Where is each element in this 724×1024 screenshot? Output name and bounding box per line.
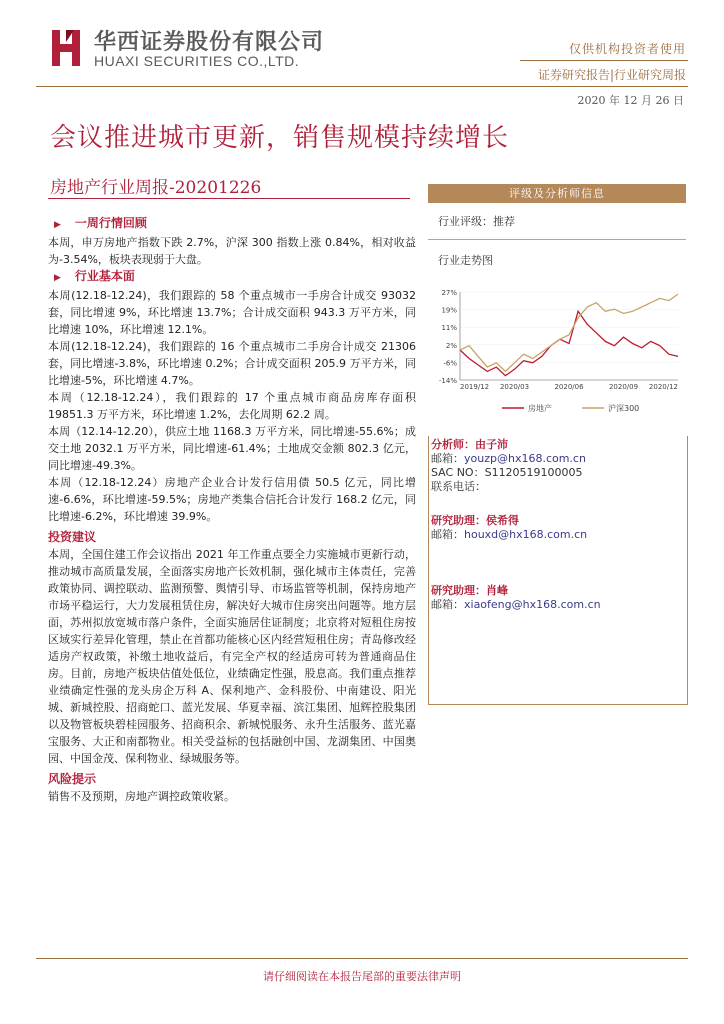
rating-divider — [428, 239, 686, 240]
section-risk-title: 风险提示 — [48, 772, 97, 786]
email-label: 邮箱： — [431, 528, 464, 541]
footer-disclaimer: 请仔细阅读在本报告尾部的重要法律声明 — [263, 970, 461, 983]
y-tick-label: 19% — [441, 306, 457, 315]
analyst-3 — [431, 584, 601, 612]
rating-panel — [428, 184, 686, 268]
analyst-1 — [431, 438, 586, 494]
report-type: 证券研究报告|行业研究周报 — [537, 68, 686, 82]
fund-para-1: 本周(12.18-12.24)，我们跟踪的 58 个重点城市一手房合计成交 93032 套，同比增速 9%，环比增速 13.7%；合计成交面积 943.3 万平方米，同比增速 10%，环比增速 12.1%。 — [48, 289, 416, 336]
x-tick-label: 2020/12 — [648, 383, 678, 391]
phone-label: 联系电话： — [431, 480, 486, 493]
section-invest-title: 投资建议 — [48, 530, 97, 544]
analyst-sac: SAC NO：S1120519100005 — [431, 466, 583, 479]
footer-divider — [36, 958, 688, 959]
y-tick-label: 27% — [441, 289, 457, 297]
risk-text: 销售不及预期，房地产调控政策收紧。 — [48, 790, 235, 803]
analyst-box — [428, 436, 688, 705]
subtitle-underline — [48, 198, 410, 199]
rating-panel-header: 评级及分析师信息 — [428, 184, 686, 203]
industry-trend-chart — [432, 286, 682, 426]
company-name-en: HUAXI SECURITIES CO.,LTD. — [94, 53, 300, 69]
x-tick-label: 2020/09 — [608, 383, 639, 391]
email-label: 邮箱： — [431, 598, 464, 611]
series-line-0 — [460, 311, 678, 375]
weekly-text: 本周，申万房地产指数下跌 2.7%，沪深 300 指数上涨 0.84%，相对收益为-3.54%，板块表现弱于大盘。 — [48, 236, 416, 266]
header-bottom-line — [36, 86, 688, 87]
y-tick-label: -6% — [443, 359, 457, 368]
analyst-name: 侯希得 — [486, 514, 519, 527]
x-tick-label: 2020/06 — [554, 383, 584, 391]
analyst-name: 肖峰 — [486, 584, 508, 597]
fund-para-4: 本周（12.14-12.20），供应土地 1168.3 万平方米，同比增速-55.6%；成交土地 2032.1 万平方米，同比增速-61.4%；土地成交金额 802.3 亿元，同比增速-49.3%。 — [48, 425, 416, 472]
analyst-email[interactable]: xiaofeng@hx168.com.cn — [464, 598, 601, 611]
header-divider — [520, 60, 688, 61]
main-content — [48, 215, 416, 805]
y-tick-label: 11% — [441, 324, 457, 333]
y-tick-label: -14% — [438, 377, 457, 385]
analyst-role: 研究助理： — [431, 514, 486, 527]
analyst-role: 研究助理： — [431, 584, 486, 597]
industry-rating: 行业评级：推荐 — [438, 215, 515, 228]
fund-para-3: 本周（12.18-12.24），我们跟踪的 17 个重点城市商品房库存面积 19851.3 万平方米，环比增速 1.2%，去化周期 62.2 周。 — [48, 391, 416, 421]
legend-label: 房地产 — [528, 404, 552, 413]
x-tick-label: 2020/03 — [499, 383, 530, 391]
analyst-role: 分析师： — [431, 438, 475, 451]
analyst-2 — [431, 514, 587, 542]
report-title: 会议推进城市更新，销售规模持续增长 — [50, 123, 510, 153]
y-tick-label: 2% — [445, 341, 457, 350]
fund-para-2: 本周(12.18-12.24)，我们跟踪的 16 个重点城市二手房合计成交 21306 套，同比增速-3.8%，环比增速 0.2%；合计成交面积 205.9 万平方米，同比增速-5%，环比增速 4.7%。 — [48, 340, 416, 387]
report-date: 2020 年 12 月 26 日 — [577, 94, 684, 107]
email-label: 邮箱： — [431, 452, 464, 465]
trend-label: 行业走势图 — [438, 254, 493, 267]
analyst-email[interactable]: youzp@hx168.com.cn — [464, 452, 586, 465]
fund-para-5: 本周（12.18-12.24）房地产企业合计发行信用债 50.5 亿元，同比增速-6.6%，环比增速-59.5%；房地产类集合信托合计发行 168.2 亿元，同比增速-6.2%，环比增速 39.9%。 — [48, 476, 416, 523]
analyst-email[interactable]: houxd@hx168.com.cn — [464, 528, 588, 541]
analyst-name: 由子沛 — [475, 438, 508, 451]
invest-text: 本周，全国住建工作会议指出 2021 年工作重点要全力实施城市更新行动，推动城市高质量发展，全面落实房地产长效机制，强化城市主体责任，完善政策协同、调控联动、监测预警、舆情引导、市场监管等机制，保持房地产市场平稳运行，大力发展租赁住房，解决好大城市住房突出问题等。地方层面，苏州拟放宽城市落户条件，全面实施居住证制度；北京将对短租住房按区域实行差异化管理，禁止在首都功能核心区内经营短租住房；青岛修改经适房产权政策，补缴土地收益后，有完全产权的经适房可转为普通商品住房。目前，房地产板块估值处低位，业绩确定性强，股息高。我们重点推荐业绩确定性强的龙头房企万科 A、保利地产、金科股份、中南建设、阳光城、新城控股、招商蛇口、蓝光发展、华夏幸福、滨江集团、旭辉控股集团以及物管板块碧桂园服务、招商积余、新城悦服务、永升生活服务、蓝光嘉宝服务、大正和南都物业。相关受益标的包括融创中国、龙湖集团、中国奥园、中国金茂、保利物业、绿城服务等。 — [48, 548, 416, 765]
x-tick-label: 2019/12 — [460, 383, 490, 391]
legend-label: 沪深300 — [608, 404, 640, 413]
section-weekly-title: ▶ 一周行情回顾 — [48, 215, 416, 234]
company-logo — [46, 26, 86, 70]
company-name-cn: 华西证券股份有限公司 — [94, 29, 325, 55]
audience-note: 仅供机构投资者使用 — [568, 42, 686, 56]
series-line-1 — [460, 294, 678, 371]
report-subtitle: 房地产行业周报-20201226 — [50, 178, 262, 198]
section-fundamentals-title: ▶ 行业基本面 — [48, 268, 416, 287]
